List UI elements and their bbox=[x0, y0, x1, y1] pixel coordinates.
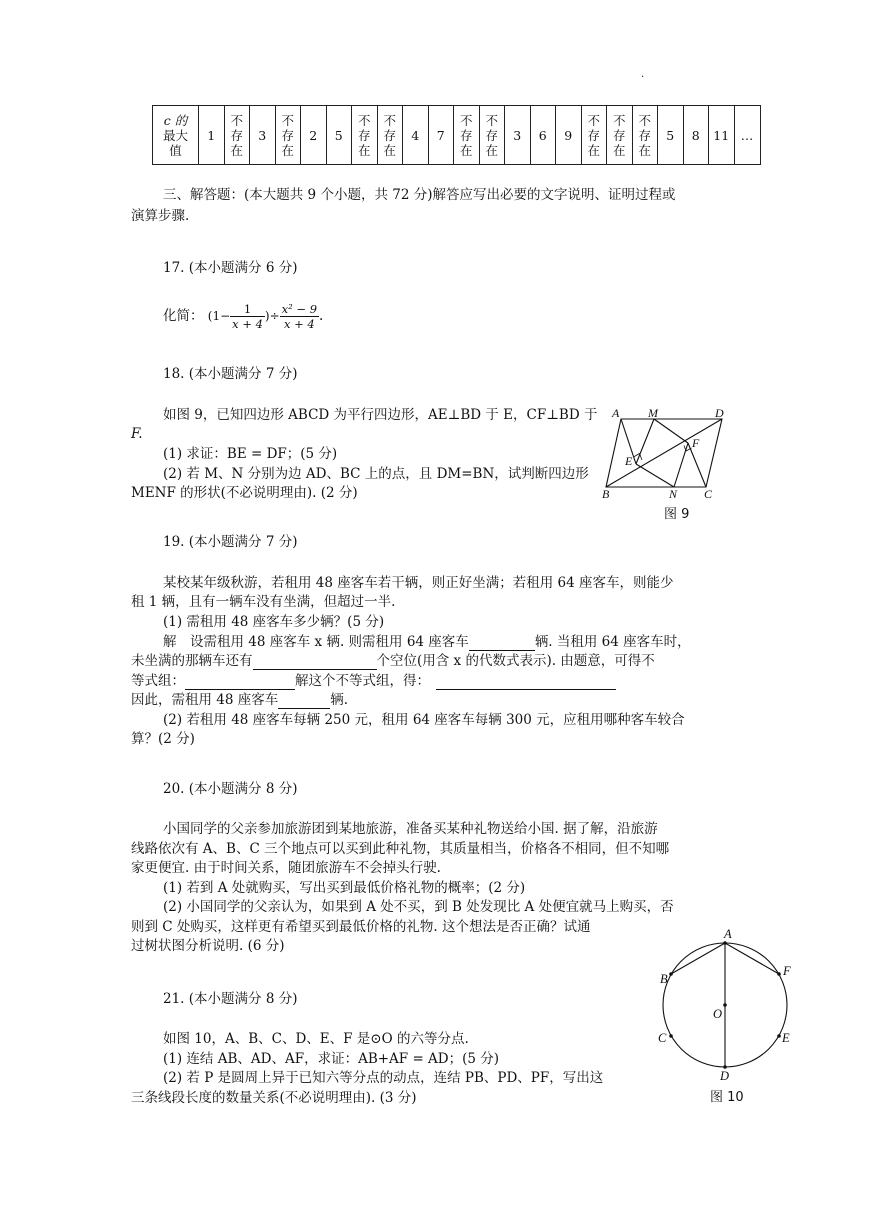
table-row-label: c 的 最大 值 bbox=[153, 106, 199, 165]
table-cell: 不 存 在 bbox=[275, 106, 301, 165]
q21-line3: (2) 若 P 是圆周上异于已知六等分点的动点，连结 PB、PD、PF，写出这 bbox=[163, 1070, 604, 1086]
table-cell: 1 bbox=[199, 106, 225, 165]
q17-fraction-1: $\frac{1}{x + 4}$ bbox=[232, 302, 263, 331]
q17-fraction-2: $\frac{\text{x² − 9}}{x + 4}$ bbox=[281, 302, 318, 331]
table-cell: 11 bbox=[709, 106, 735, 165]
table-cell: 5 bbox=[658, 106, 684, 165]
table-cell: 3 bbox=[505, 106, 531, 165]
q20-heading: 20. (本小题满分 8 分) bbox=[163, 781, 298, 797]
table-cell: 不 存 在 bbox=[454, 106, 480, 165]
label-a: A bbox=[612, 406, 620, 420]
q19-line4: 解 设需租用 48 座客车 x 辆. 则需租用 64 座客车 辆. 当租用 64 座客车时， bbox=[163, 634, 691, 650]
table-cell: 2 bbox=[301, 106, 327, 165]
q19-line5: 未坐满的那辆车还有 个空位(用含 x 的代数式表示). 由题意，可得不 bbox=[131, 653, 655, 669]
answer-blank-buses-48[interactable] bbox=[278, 694, 330, 709]
diagonal-bd bbox=[606, 419, 722, 487]
q21-heading: 21. (本小题满分 8 分) bbox=[163, 991, 298, 1007]
table-cell: 5 bbox=[326, 106, 352, 165]
segment-mf bbox=[654, 419, 688, 443]
figure-9-diagram bbox=[600, 405, 740, 500]
segment-me bbox=[636, 419, 654, 464]
table-row bbox=[153, 106, 761, 165]
q19-line1: 某校某年级秋游，若租用 48 座客车若干辆，则正好坐满；若租用 64 座客车，则能少 bbox=[163, 575, 674, 591]
section3-line2: 演算步骤. bbox=[131, 208, 190, 224]
label-b: B bbox=[602, 487, 610, 500]
q21-line2: (1) 连结 AB、AD、AF，求证：AB+AF = AD；(5 分) bbox=[163, 1051, 500, 1067]
q18-line3: (1) 求证：BE = DF；(5 分) bbox=[163, 446, 338, 462]
q20-line6: 则到 C 处购买，这样更有希望买到最低价格的礼物. 这个想法是否正确？试通 bbox=[131, 919, 591, 935]
q18-line1: 如图 9，已知四边形 ABCD 为平行四边形，AE⊥BD 于 E，CF⊥BD 于 bbox=[163, 407, 598, 423]
q21-line4: 三条线段长度的数量关系(不必说明理由). (3 分) bbox=[131, 1090, 417, 1106]
circle-label-c: C bbox=[658, 1031, 667, 1045]
q18-heading: 18. (本小题满分 7 分) bbox=[163, 366, 298, 382]
segment-ne bbox=[636, 464, 674, 487]
max-value-table bbox=[152, 105, 761, 165]
table-cell: 3 bbox=[250, 106, 276, 165]
table-cell: 7 bbox=[428, 106, 454, 165]
label-m: M bbox=[648, 406, 658, 420]
table-cell: 不 存 在 bbox=[352, 106, 378, 165]
label-f: F bbox=[692, 436, 700, 450]
section3-line1: 三、解答题：(本大题共 9 个小题，共 72 分)解答应写出必要的文字说明、证明过程或 bbox=[163, 187, 676, 203]
circle-label-a: A bbox=[724, 927, 732, 941]
q19-heading: 19. (本小题满分 7 分) bbox=[163, 534, 298, 550]
table-cell: … bbox=[734, 106, 760, 165]
table-cell: 6 bbox=[530, 106, 556, 165]
figure-10-diagram bbox=[650, 925, 800, 1085]
q18-line5: MENF 的形状(不必说明理由). (2 分) bbox=[131, 485, 358, 501]
chord-af bbox=[725, 943, 779, 974]
q19-line7: 因此，需租用 48 座客车 辆. bbox=[131, 692, 349, 708]
table-cell: 不 存 在 bbox=[377, 106, 403, 165]
q19-line6: 等式组： 解这个不等式组，得： bbox=[131, 672, 616, 690]
figure-9-caption: 图 9 bbox=[664, 507, 690, 522]
answer-blank-buses-64[interactable] bbox=[469, 636, 535, 651]
q20-line5: (2) 小国同学的父亲认为，如果到 A 处不买，到 B 处发现比 A 处便宜就马上购买，否 bbox=[163, 899, 674, 915]
q19-line2: 租 1 辆，且有一辆车没有坐满，但超过一半. bbox=[131, 594, 396, 610]
q18-line2: F. bbox=[131, 426, 143, 442]
table-cell: 不 存 在 bbox=[632, 106, 658, 165]
table-cell: 不 存 在 bbox=[581, 106, 607, 165]
answer-blank-inequality-system[interactable] bbox=[185, 675, 295, 690]
q21-line1: 如图 10，A、B、C、D、E、F 是⊙O 的六等分点. bbox=[163, 1031, 469, 1047]
answer-blank-solution[interactable] bbox=[436, 675, 616, 690]
q20-line2: 线路依次有 A、B、C 三个地点可以买到此种礼物，其质量相当，价格各不相同，但不知哪 bbox=[131, 841, 670, 857]
circle-label-d: D bbox=[720, 1069, 730, 1083]
table-cell: 不 存 在 bbox=[607, 106, 633, 165]
chord-ab bbox=[671, 943, 725, 974]
q18-line4: (2) 若 M、N 分别为边 AD、BC 上的点，且 DM=BN，试判断四边形 bbox=[163, 466, 589, 482]
figure-10-caption: 图 10 bbox=[710, 1090, 744, 1105]
q17-expression: 化简： (1− $\frac{1}{x + 4}$ )÷ $\frac{\text{x² − 9}}{x + 4}$ . bbox=[163, 302, 324, 331]
q20-line4: (1) 若到 A 处就购买，写出买到最低价格礼物的概率；(2 分) bbox=[163, 880, 526, 896]
table-cell: 9 bbox=[556, 106, 582, 165]
table-cell: 4 bbox=[403, 106, 429, 165]
q20-line3: 家更便宜. 由于时间关系，随团旅游车不会掉头行驶. bbox=[131, 860, 441, 876]
label-n: N bbox=[669, 487, 678, 500]
table-cell: 不 存 在 bbox=[479, 106, 505, 165]
answer-blank-empty-seats[interactable] bbox=[253, 655, 377, 670]
table-cell: 不 存 在 bbox=[224, 106, 250, 165]
label-d: D bbox=[715, 406, 724, 420]
q19-line8: (2) 若租用 48 座客车每辆 250 元，租用 64 座客车每辆 300 元，应租用哪种客车较合 bbox=[163, 712, 685, 728]
q20-line1: 小国同学的父亲参加旅游团到某地旅游，准备买某种礼物送给小国. 据了解，沿旅游 bbox=[163, 821, 658, 837]
table-cell: 8 bbox=[683, 106, 709, 165]
label-c: C bbox=[704, 487, 713, 500]
label-e: E bbox=[625, 454, 633, 468]
circle-label-e: E bbox=[782, 1031, 790, 1045]
header-dot: . bbox=[641, 69, 645, 80]
circle-label-o: O bbox=[713, 1007, 723, 1021]
q19-line9: 算？(2 分) bbox=[131, 731, 195, 747]
q19-line3: (1) 需租用 48 座客车多少辆？(5 分) bbox=[163, 614, 385, 630]
q20-line7: 过树状图分析说明. (6 分) bbox=[131, 938, 285, 954]
circle-label-f: F bbox=[783, 964, 791, 978]
circle-label-b: B bbox=[660, 972, 668, 986]
q17-heading: 17. (本小题满分 6 分) bbox=[163, 260, 298, 276]
